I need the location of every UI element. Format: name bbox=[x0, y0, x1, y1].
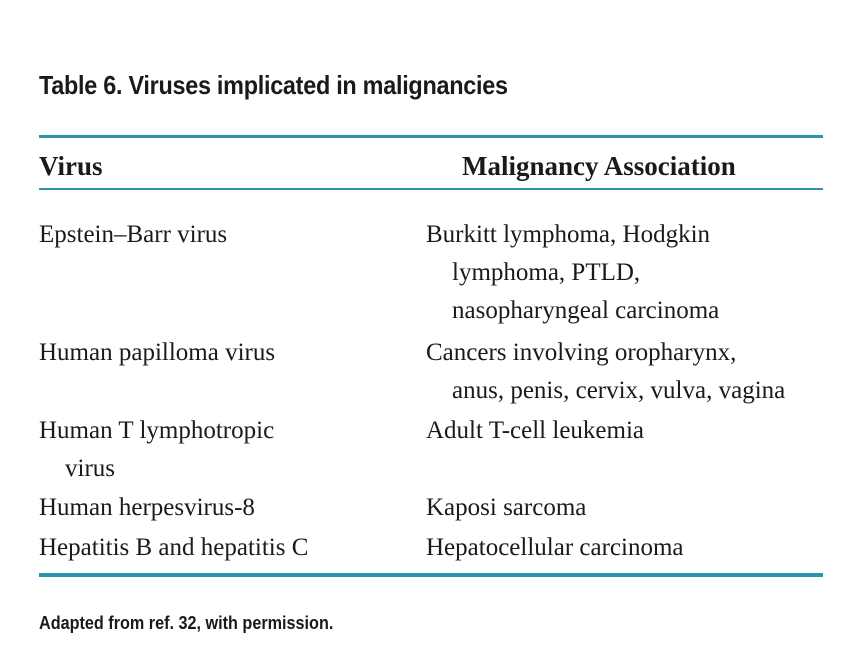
malignancy-cell bbox=[426, 489, 823, 527]
malignancy-cell bbox=[426, 529, 823, 567]
header-rule bbox=[39, 188, 823, 190]
virus-cell bbox=[39, 334, 399, 372]
column-header-malignancy-association: Malignancy Association bbox=[462, 151, 736, 181]
top-rule bbox=[39, 135, 823, 138]
cell-line: Adult T-cell leukemia bbox=[426, 417, 645, 444]
cell-line: Human herpesvirus-8 bbox=[39, 494, 255, 521]
cell-line: nasopharyngeal carcinoma bbox=[452, 297, 720, 324]
virus-cell bbox=[39, 489, 399, 527]
cell-line: Human papilloma virus bbox=[39, 339, 276, 366]
malignancy-cell bbox=[426, 334, 823, 410]
malignancy-cell bbox=[426, 412, 823, 450]
cell-line: Epstein–Barr virus bbox=[39, 221, 228, 248]
malignancy-cell bbox=[426, 216, 823, 330]
table-title: Table 6. Viruses implicated in malignancies bbox=[39, 70, 508, 100]
cell-line: virus bbox=[65, 455, 115, 482]
table-footnote: Adapted from ref. 32, with permission. bbox=[39, 613, 334, 633]
cell-line: Cancers involving oropharynx, bbox=[426, 339, 737, 366]
virus-cell bbox=[39, 529, 399, 567]
cell-line: Hepatocellular carcinoma bbox=[426, 534, 684, 561]
column-header-virus: Virus bbox=[39, 151, 103, 181]
cell-line: Hepatitis B and hepatitis C bbox=[39, 534, 309, 561]
cell-line: Burkitt lymphoma, Hodgkin bbox=[426, 221, 711, 248]
cell-line: Kaposi sarcoma bbox=[426, 494, 587, 521]
cell-line: anus, penis, cervix, vulva, vagina bbox=[452, 377, 786, 404]
cell-line: Human T lymphotropic bbox=[39, 417, 275, 444]
cell-line: lymphoma, PTLD, bbox=[452, 259, 641, 286]
virus-cell bbox=[39, 412, 399, 488]
bottom-rule bbox=[39, 573, 823, 577]
virus-cell bbox=[39, 216, 399, 254]
